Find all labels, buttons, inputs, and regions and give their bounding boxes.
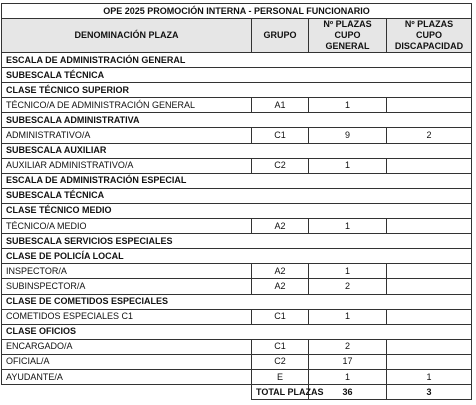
cell-cupo-discapacidad [387,339,472,354]
cell-cupo-discapacidad: 1 [387,369,472,384]
total-general: 36 [309,385,387,400]
cell-grupo: C1 [252,128,309,143]
cell-grupo: A1 [252,98,309,113]
cell-plaza: TÉCNICO/A MEDIO [2,219,252,234]
section-row [2,53,472,68]
cell-cupo-general: 2 [309,279,387,294]
cell-plaza: SUBINSPECTOR/A [2,279,252,294]
document [1,3,471,400]
cell-cupo-general: 2 [309,339,387,354]
section-row [2,143,472,158]
cell-plaza: ENCARGADO/A [2,339,252,354]
table-row [2,279,472,294]
cell-cupo-discapacidad [387,219,472,234]
section-label: SUBESCALA TÉCNICA [2,188,472,203]
table-row [2,369,472,384]
cell-grupo: C2 [252,158,309,173]
section-row [2,68,472,83]
cell-plaza: COMETIDOS ESPECIALES C1 [2,309,252,324]
cell-cupo-discapacidad [387,354,472,369]
total-blank [2,385,252,400]
cell-plaza: ADMINISTRATIVO/A [2,128,252,143]
section-label: SUBESCALA SERVICIOS ESPECIALES [2,234,472,249]
cell-plaza: TÉCNICO/A DE ADMINISTRACIÓN GENERAL [2,98,252,113]
cell-cupo-general: 1 [309,309,387,324]
section-label: SUBESCALA TÉCNICA [2,68,472,83]
section-row [2,234,472,249]
title-row [2,4,472,19]
cell-cupo-discapacidad [387,279,472,294]
cell-cupo-discapacidad: 2 [387,128,472,143]
section-row [2,324,472,339]
table-row [2,128,472,143]
section-row [2,188,472,203]
cell-grupo: A2 [252,264,309,279]
section-label: CLASE DE POLICÍA LOCAL [2,249,472,264]
cell-cupo-general: 9 [309,128,387,143]
table-row [2,98,472,113]
header-grupo: GRUPO [252,19,309,53]
cell-cupo-discapacidad [387,158,472,173]
section-label: ESCALA DE ADMINISTRACIÓN GENERAL [2,53,472,68]
cell-cupo-general: 17 [309,354,387,369]
cell-grupo: A2 [252,279,309,294]
section-row [2,113,472,128]
section-label: SUBESCALA ADMINISTRATIVA [2,113,472,128]
section-label: CLASE TÉCNICO SUPERIOR [2,83,472,98]
section-label: CLASE DE COMETIDOS ESPECIALES [2,294,472,309]
cell-cupo-general: 1 [309,369,387,384]
section-row [2,249,472,264]
cell-cupo-discapacidad [387,264,472,279]
cell-plaza: AUXILIAR ADMINISTRATIVO/A [2,158,252,173]
table-row [2,219,472,234]
section-label: CLASE TÉCNICO MEDIO [2,203,472,218]
table-row [2,264,472,279]
cell-cupo-general: 1 [309,158,387,173]
table-row [2,158,472,173]
section-label: SUBESCALA AUXILIAR [2,143,472,158]
header-cupo-general: Nº PLAZAS CUPO GENERAL [309,19,387,53]
header-cupo-discapacidad: Nº PLAZAS CUPO DISCAPACIDAD [387,19,472,53]
total-discapacidad: 3 [387,385,472,400]
section-label: CLASE OFICIOS [2,324,472,339]
cell-plaza: OFICIAL/A [2,354,252,369]
cell-grupo: C1 [252,339,309,354]
section-row [2,173,472,188]
section-label: ESCALA DE ADMINISTRACIÓN ESPECIAL [2,173,472,188]
cell-plaza: AYUDANTE/A [2,369,252,384]
total-row [2,385,472,400]
cell-grupo: C1 [252,309,309,324]
cell-cupo-general: 1 [309,219,387,234]
section-row [2,203,472,218]
header-row [2,19,472,53]
header-plaza: DENOMINACIÓN PLAZA [2,19,252,53]
cell-grupo: E [252,369,309,384]
plazas-table [1,3,472,400]
table-body [2,53,472,385]
cell-cupo-discapacidad [387,309,472,324]
total-label: TOTAL PLAZAS [252,385,309,400]
cell-plaza: INSPECTOR/A [2,264,252,279]
cell-cupo-discapacidad [387,98,472,113]
cell-cupo-general: 1 [309,98,387,113]
cell-cupo-general: 1 [309,264,387,279]
table-title: OPE 2025 PROMOCIÓN INTERNA - PERSONAL FUNCIONARIO [2,4,472,19]
cell-grupo: A2 [252,219,309,234]
section-row [2,83,472,98]
table-row [2,339,472,354]
table-row [2,354,472,369]
table-row [2,309,472,324]
section-row [2,294,472,309]
cell-grupo: C2 [252,354,309,369]
